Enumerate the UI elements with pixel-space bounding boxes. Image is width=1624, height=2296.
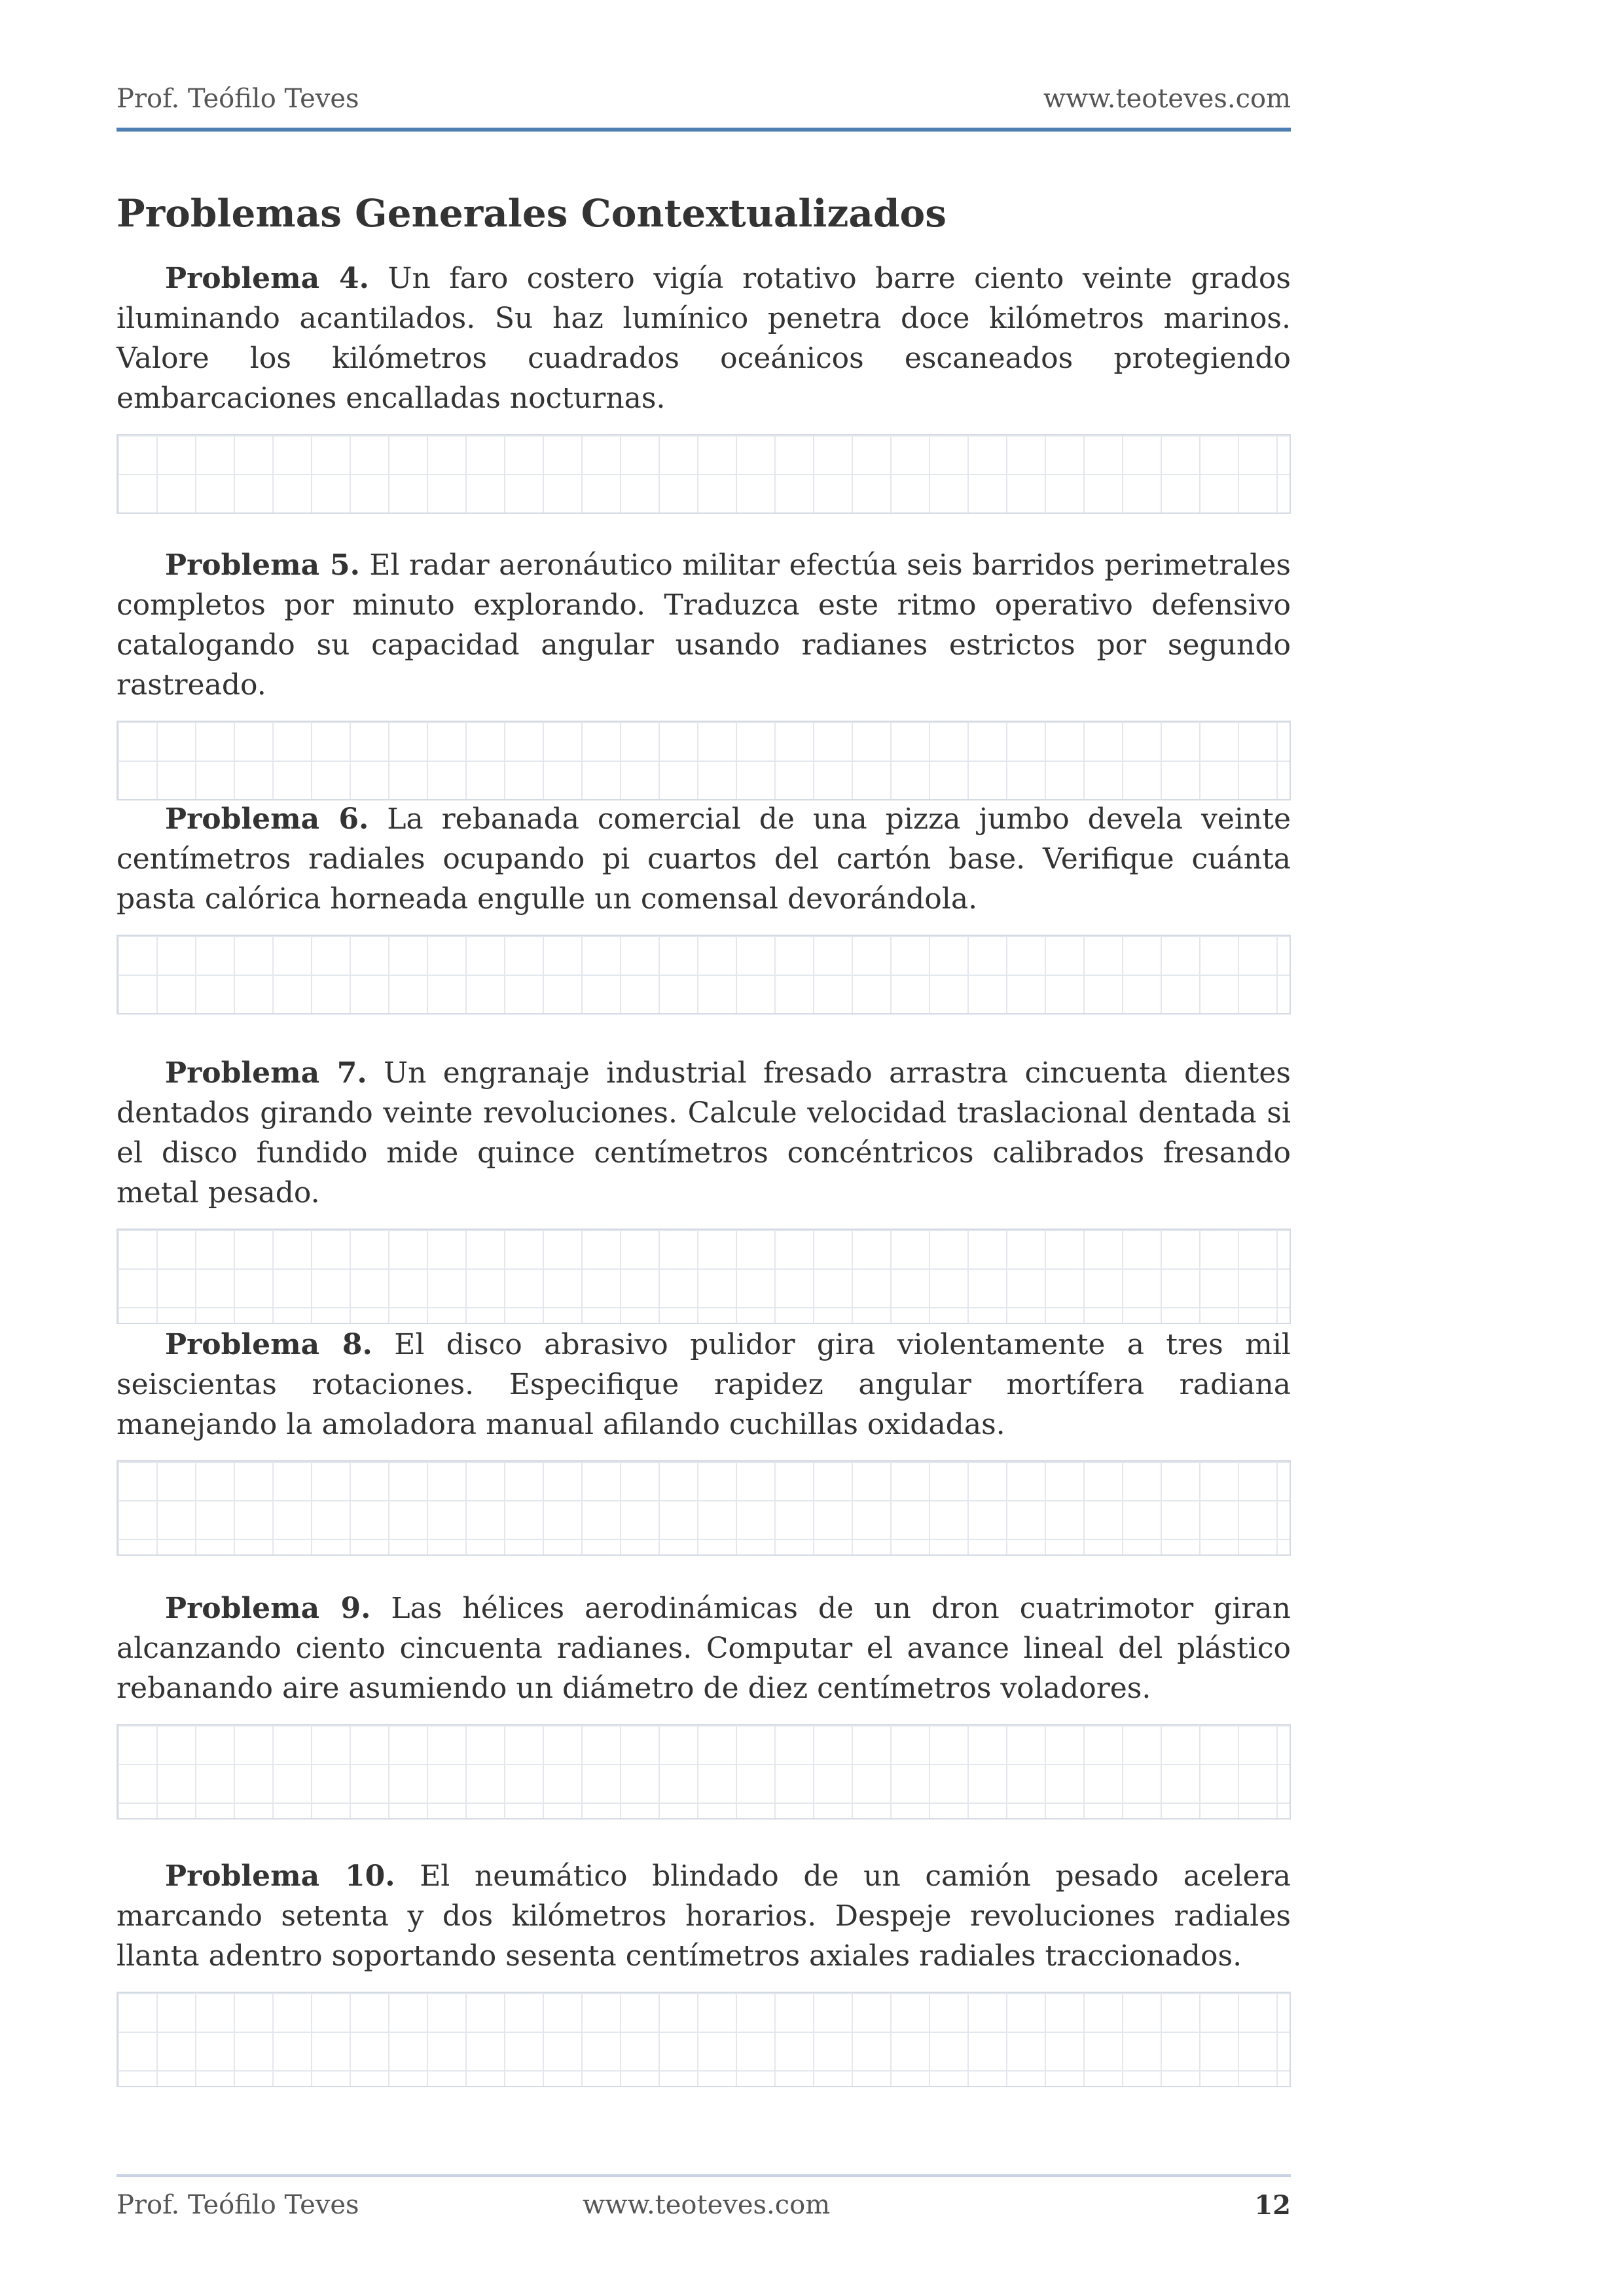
problem-10 [117, 1856, 1291, 2087]
answer-grid[interactable] [117, 434, 1291, 514]
problem-8 [117, 1325, 1291, 1556]
answer-grid[interactable] [117, 721, 1291, 800]
problem-statement [117, 259, 1291, 418]
problem-text: El radar aeronáutico militar efectúa seis barridos perimetrales completos por minuto explorando. Traduzca este ritmo operativo defensivo catalogando su capacidad angular usando radianes estrictos por segundo rastreado. [117, 548, 1291, 702]
problem-text: Un faro costero vigía rotativo barre ciento veinte grados iluminando acantilados. Su haz lumínico penetra doce kilómetros marinos. Valore los kilómetros cuadrados oceánicos escaneados protegiendo embarcaciones encalladas nocturnas. [117, 262, 1291, 415]
answer-grid[interactable] [117, 1460, 1291, 1556]
problem-text: El neumático blindado de un camión pesado acelera marcando setenta y dos kilómetros horarios. Despeje revoluciones radiales llanta adentro soportando sesenta centímetros axiales radiales traccionados. [117, 1859, 1291, 1973]
problem-6 [117, 799, 1291, 1014]
problem-7 [117, 1053, 1291, 1324]
problem-text: La rebanada comercial de una pizza jumbo devela veinte centímetros radiales ocupando pi cuartos del cartón base. Verifique cuánta pasta calórica horneada engulle un comensal devorándola. [117, 802, 1291, 916]
problem-label: Problema 8. [165, 1328, 372, 1361]
problem-label: Problema 7. [165, 1056, 367, 1090]
header-author: Prof. Teófilo Teves [117, 84, 359, 114]
problem-label: Problema 9. [165, 1592, 371, 1625]
footer-divider [117, 2174, 1291, 2177]
problem-label: Problema 4. [165, 262, 369, 295]
problem-label: Problema 5. [165, 548, 360, 582]
problem-statement [117, 545, 1291, 705]
footer-website: www.teoteves.com [583, 2190, 831, 2220]
problem-text: El disco abrasivo pulidor gira violentamente a tres mil seiscientas rotaciones. Especifique rapidez angular mortífera radiana manejando la amoladora manual afilando cuchillas oxidadas. [117, 1328, 1291, 1441]
page-number: 12 [1254, 2190, 1291, 2221]
problem-text: Un engranaje industrial fresado arrastra cincuenta dientes dentados girando veinte revoluciones. Calcule velocidad traslacional dentada si el disco fundido mide quince centímetros concéntricos calibrados fresando metal pesado. [117, 1056, 1291, 1210]
problem-statement [117, 1588, 1291, 1708]
problem-5 [117, 545, 1291, 800]
problem-label: Problema 6. [165, 802, 369, 836]
answer-grid[interactable] [117, 1992, 1291, 2087]
problem-text: Las hélices aerodinámicas de un dron cuatrimotor giran alcanzando ciento cincuenta radianes. Computar el avance lineal del plástico rebanando aire asumiendo un diámetro de diez centímetros voladores. [117, 1592, 1291, 1705]
problem-label: Problema 10. [165, 1859, 395, 1893]
problem-statement [117, 799, 1291, 919]
problem-9 [117, 1588, 1291, 1820]
header-website: www.teoteves.com [1043, 84, 1291, 114]
problem-statement [117, 1325, 1291, 1444]
problem-4 [117, 259, 1291, 514]
footer-author: Prof. Teófilo Teves [117, 2190, 359, 2220]
section-title: Problemas Generales Contextualizados [117, 191, 947, 236]
page-header [117, 84, 1291, 131]
problem-statement [117, 1053, 1291, 1213]
answer-grid[interactable] [117, 935, 1291, 1014]
problem-statement [117, 1856, 1291, 1976]
answer-grid[interactable] [117, 1229, 1291, 1324]
page-footer [117, 2190, 1291, 2229]
header-divider [117, 128, 1291, 132]
answer-grid[interactable] [117, 1724, 1291, 1820]
